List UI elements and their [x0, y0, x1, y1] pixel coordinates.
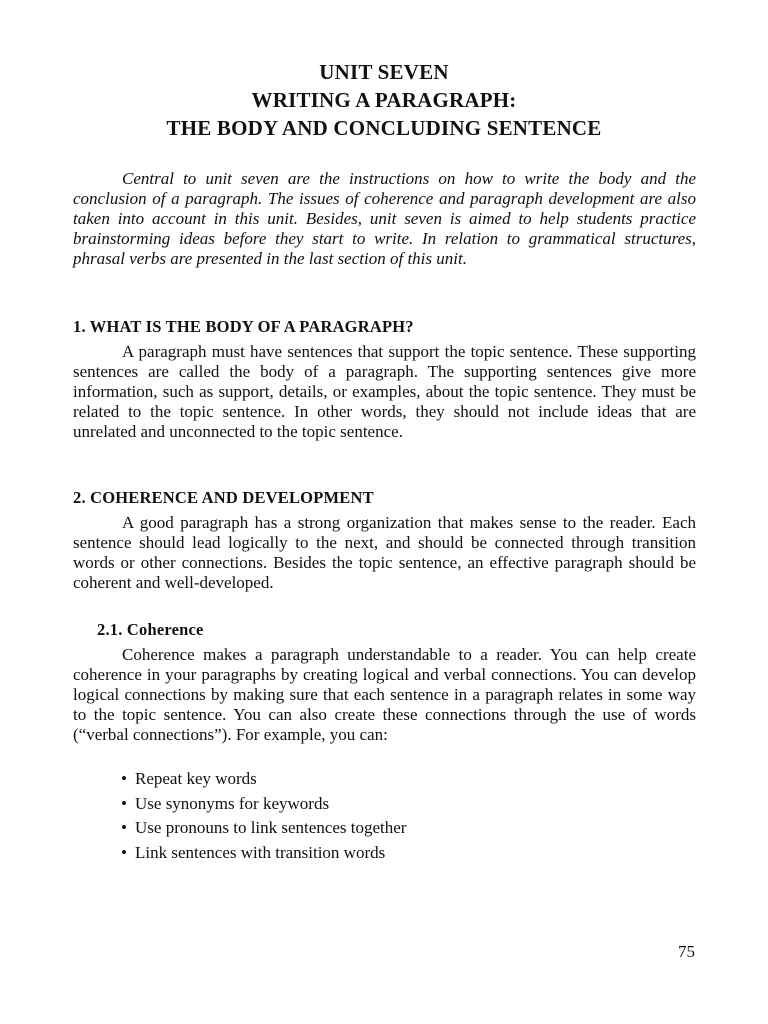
- section-1-heading: 1. WHAT IS THE BODY OF A PARAGRAPH?: [73, 317, 414, 336]
- list-item: [121, 816, 681, 841]
- section-2-paragraph: A good paragraph has a strong organization that makes sense to the reader. Each sentence should lead logically to the next, and should be connected through transition words or other connections. Besides the topic sentence, an effective paragraph should be coherent and well-developed.: [73, 513, 696, 592]
- list-item: [121, 792, 681, 817]
- list-item-text: Link sentences with transition words: [135, 842, 386, 862]
- list-item-text: Repeat key words: [135, 769, 257, 788]
- list-item: [121, 767, 681, 792]
- section-2-1-paragraph: Coherence makes a paragraph understandable to a reader. You can help create coherence in your paragraphs by creating logical and verbal connections. You can develop logical connections by making sure that each sentence in a paragraph relates in some way to the topic sentence. You can also create these connections through the use of words (“verbal connections”). For example, you can:: [73, 645, 696, 744]
- section-1-paragraph: A paragraph must have sentences that support the topic sentence. These supporting sentences are called the body of a paragraph. The supporting sentences give more information, such as support, details, or examples, about the topic sentence. They must be related to the topic sentence. In other words, they should not include ideas that are unrelated and unconnected to the topic sentence.: [73, 342, 696, 441]
- unit-title-line-2: WRITING A PARAGRAPH:: [251, 88, 517, 112]
- list-item: [121, 841, 681, 866]
- unit-title-line-1: UNIT SEVEN: [319, 60, 449, 84]
- section-2-heading: 2. COHERENCE AND DEVELOPMENT: [73, 488, 374, 507]
- section-2-1-heading: 2.1. Coherence: [97, 620, 204, 639]
- page-number: 75: [678, 942, 695, 961]
- bullet-icon: •: [121, 769, 127, 788]
- intro-paragraph: Central to unit seven are the instructions on how to write the body and the conclusion of a paragraph. The issues of coherence and paragraph development are also taken into account in this unit. Besides, unit seven is aimed to help students practice brainstorming ideas before they start to write. In relation to grammatical structures, phrasal verbs are presented in the last section of this unit.: [73, 169, 696, 268]
- unit-title-line-3: THE BODY AND CONCLUDING SENTENCE: [166, 116, 602, 140]
- coherence-bullet-list: [121, 767, 681, 865]
- bullet-icon: •: [121, 842, 127, 862]
- unit-title: [0, 58, 768, 142]
- list-item-text: Use synonyms for keywords: [135, 793, 330, 813]
- list-item-text: Use pronouns to link sentences together: [135, 818, 407, 837]
- bullet-icon: •: [121, 793, 127, 813]
- bullet-icon: •: [121, 818, 127, 837]
